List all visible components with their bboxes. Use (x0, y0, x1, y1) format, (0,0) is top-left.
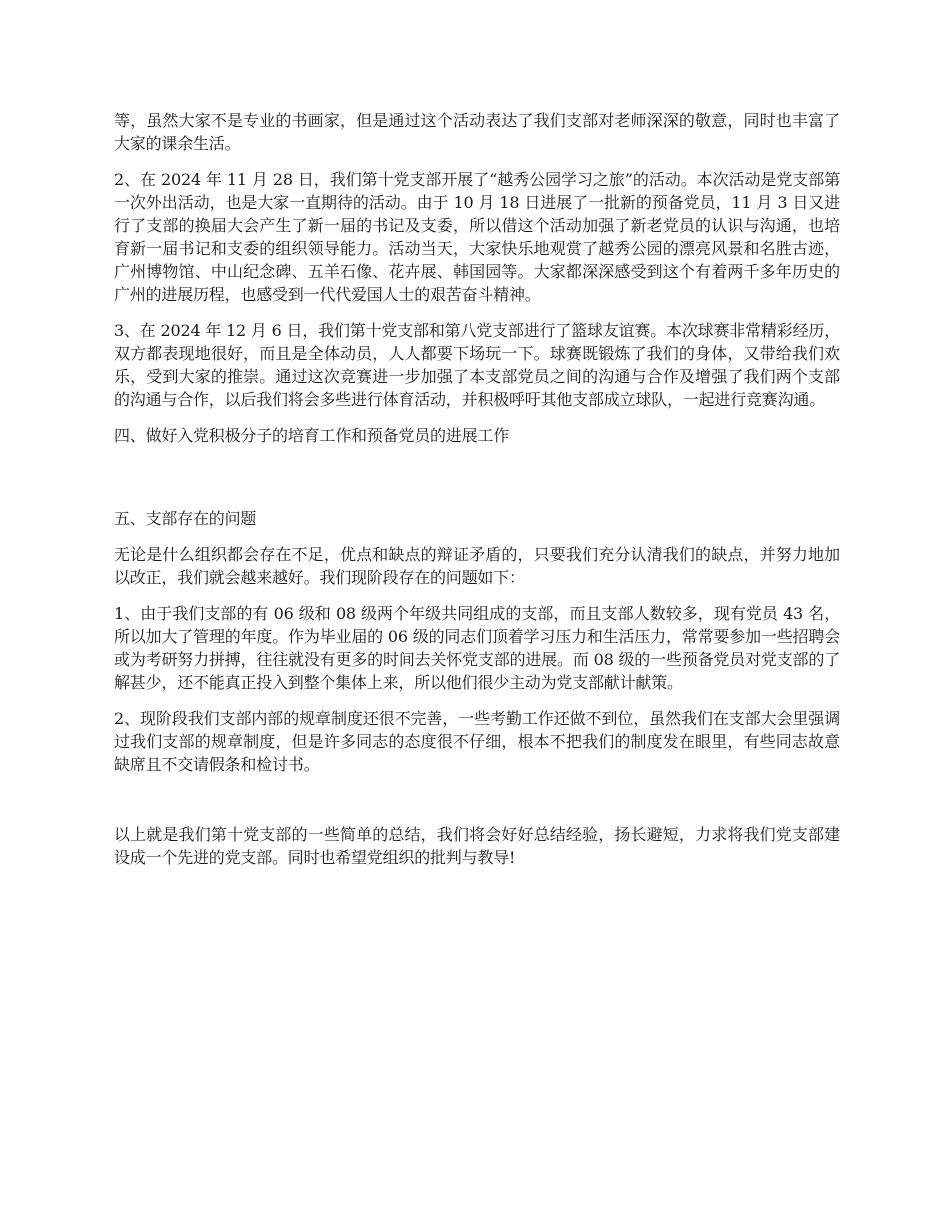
paragraph-yuexiu-park-trip: 2、在 2024 年 11 月 28 日，我们第十党支部开展了“越秀公园学习之旅”的活动。本次活动是党支部第一次外出活动，也是大家一直期待的活动。由于 10 月 18 日进展了一批新的预备党员，11 月 3 日又进行了支部的换届大会产生了新一届的书记及支委，所以借这个活动加强了新老党员的认识与沟通，也培育新一届书记和支委的组织领导能力。活动当天，大家快乐地观赏了越秀公园的漂亮风景和名胜古迹，广州博物馆、中山纪念碑、五羊石像、花卉展、韩国园等。大家都深深感受到这个有着两千多年历史的广州的进展历程，也感受到一代代爱国人士的艰苦奋斗精神。 (114, 170, 840, 304)
paragraph-calligraphy-continuation: 等，虽然大家不是专业的书画家，但是通过这个活动表达了我们支部对老师深深的敬意，同时也丰富了大家的课余生活。 (114, 111, 840, 153)
paragraph-basketball-match: 3、在 2024 年 12 月 6 日，我们第十党支部和第八党支部进行了篮球友谊赛。本次球赛非常精彩经历，双方都表现地很好，而且是全体动员，人人都要下场玩一下。球赛既锻炼了我们的身体，又带给我们欢乐，受到大家的推崇。通过这次竞赛进一步加强了本支部党员之间的沟通与合作及增强了我们两个支部的沟通与合作，以后我们将会多些进行体育活动，并积极呼吁其他支部成立球队，一起进行竞赛沟通。 (114, 321, 840, 409)
paragraph-problem-two: 2、现阶段我们支部内部的规章制度还很不完善，一些考勤工作还做不到位，虽然我们在支部大会里强调过我们支部的规章制度，但是许多同志的态度很不仔细，根本不把我们的制度发在眼里，有些同志故意缺席且不交请假条和检讨书。 (114, 709, 840, 774)
paragraph-problem-one: 1、由于我们支部的有 06 级和 08 级两个年级共同组成的支部，而且支部人数较多，现有党员 43 名，所以加大了管理的年度。作为毕业届的 06 级的同志们顶着学习压力和生活压力，常常要参加一些招聘会或为考研努力拼搏，往往就没有更多的时间去关怀党支部的进展。而 08 级的一些预备党员对党支部的了解甚少，还不能真正投入到整个集体上来，所以他们很少主动为党支部献计献策。 (114, 604, 840, 692)
section-heading-four: 四、做好入党积极分子的培育工作和预备党员的进展工作 (114, 426, 510, 445)
spacer (114, 789, 840, 823)
paragraph-conclusion: 以上就是我们第十党支部的一些简单的总结，我们将会好好总结经验，扬长避短，力求将我们党支部建设成一个先进的党支部。同时也希望党组织的批判与教导! (114, 825, 840, 867)
paragraph-problems-intro: 无论是什么组织都会存在不足，优点和缺点的辩证矛盾的，只要我们充分认清我们的缺点，并努力地加以改正，我们就会越来越好。我们现阶段存在的问题如下： (114, 545, 840, 587)
section-heading-five: 五、支部存在的问题 (114, 509, 257, 528)
document-page (114, 109, 840, 882)
spacer (114, 460, 840, 507)
